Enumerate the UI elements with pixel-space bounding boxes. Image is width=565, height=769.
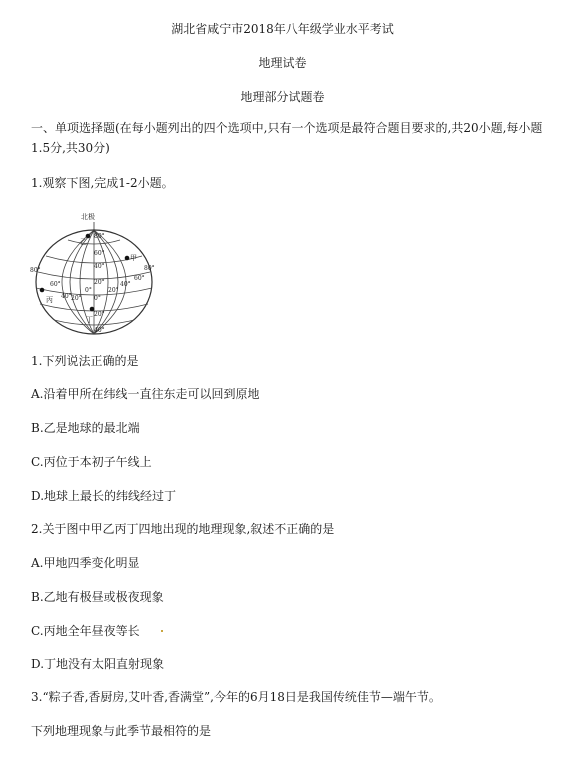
lon-label-w40: 40°	[61, 293, 72, 300]
lon-label-w60: 60°	[50, 281, 61, 288]
stray-mark	[161, 630, 163, 632]
globe-figure	[28, 210, 160, 340]
lat-label-40: 40°	[94, 263, 105, 270]
part1-heading: 一、单项选择题(在每小题列出的四个选项中,只有一个选项是最符合题目要求的,共20小题,每小题1.5分,共30分)	[31, 121, 543, 155]
question-2-stem: 2.关于图中甲乙丙丁四地出现的地理现象,叙述不正确的是	[31, 522, 335, 536]
question-2-option-d: D.丁地没有太阳直射现象	[31, 657, 165, 671]
lat-label-60: 60°	[94, 250, 105, 257]
lon-label-e40: 40°	[120, 281, 131, 288]
lon-label-e80: 80°	[144, 265, 155, 272]
lon-label-e60: 60°	[134, 275, 145, 282]
lon-label-w20: 20°	[71, 295, 82, 302]
question-2-option-b: B.乙地有极昼或极夜现象	[31, 590, 164, 604]
paper-title: 地理试卷	[258, 56, 307, 70]
question-1-stem: 1.下列说法正确的是	[31, 354, 139, 368]
point-yi-label: 乙	[80, 238, 87, 246]
point-bing-label: 丙	[46, 296, 53, 304]
lon-label-0: 0°	[85, 287, 92, 294]
exam-title: 湖北省咸宁市2018年八年级学业水平考试	[171, 22, 394, 36]
lon-label-e20: 20°	[108, 287, 119, 294]
question-2-option-a: A.甲地四季变化明显	[31, 556, 140, 570]
lon-label-w80: 80°	[30, 267, 41, 274]
question-1-option-c: C.丙位于本初子午线上	[31, 455, 152, 469]
question-2-option-c: C.丙地全年昼夜等长	[31, 624, 140, 638]
question-3-stem: 3.“粽子香,香厨房,艾叶香,香满堂”,今年的6月18日是我国传统佳节—端午节。	[31, 690, 441, 704]
question-1-option-d: D.地球上最长的纬线经过丁	[31, 489, 177, 503]
question-3-continuation: 下列地理现象与此季节最相符的是	[31, 724, 212, 738]
lat-label-20: 20°	[94, 279, 105, 286]
section-title: 地理部分试题卷	[240, 90, 325, 104]
lat-label-0: 0°	[94, 295, 101, 302]
lat-label-s20: 20°	[94, 311, 105, 318]
point-ding-label: 丁	[86, 316, 93, 324]
lat-label-80: 80°	[94, 233, 105, 240]
north-pole-label: 北极	[81, 213, 95, 221]
question-intro: 1.观察下图,完成1-2小题。	[31, 176, 174, 190]
lat-label-s40: 40°	[94, 327, 105, 334]
point-jia-label: 甲	[130, 254, 137, 262]
question-1-option-b: B.乙是地球的最北端	[31, 421, 140, 435]
question-1-option-a: A.沿着甲所在纬线一直往东走可以回到原地	[31, 387, 260, 401]
